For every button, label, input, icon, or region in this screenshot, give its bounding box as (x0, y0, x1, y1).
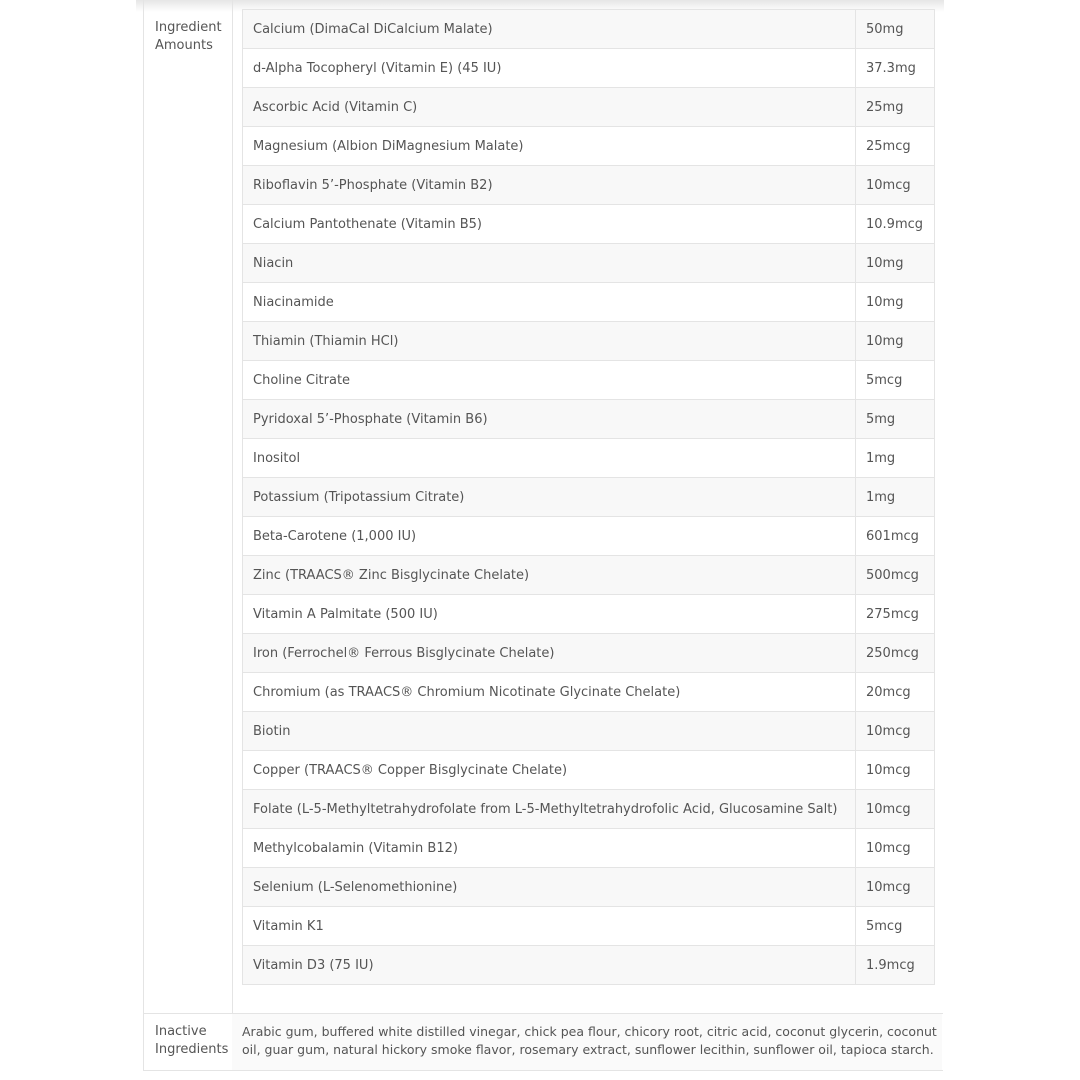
ingredient-name: Choline Citrate (243, 361, 856, 400)
ingredient-amount: 601mcg (856, 517, 935, 556)
ingredient-name: Folate (L-5-Methyltetrahydrofolate from L-5-Methyltetrahydrofolic Acid, Glucosamine Salt) (243, 790, 856, 829)
ingredient-name: Vitamin A Palmitate (500 IU) (243, 595, 856, 634)
ingredient-name: Methylcobalamin (Vitamin B12) (243, 829, 856, 868)
ingredient-amount: 1mg (856, 439, 935, 478)
ingredient-row (243, 868, 935, 907)
ingredient-amount: 10mcg (856, 751, 935, 790)
ingredient-amount: 1mg (856, 478, 935, 517)
ingredient-row (243, 634, 935, 673)
ingredient-row (243, 517, 935, 556)
ingredient-amount: 10mcg (856, 790, 935, 829)
ingredient-name: Vitamin D3 (75 IU) (243, 946, 856, 985)
ingredient-row (243, 907, 935, 946)
ingredient-row (243, 49, 935, 88)
ingredient-row (243, 283, 935, 322)
ingredient-name: Selenium (L-Selenomethionine) (243, 868, 856, 907)
ingredient-row (243, 361, 935, 400)
ingredient-name: Inositol (243, 439, 856, 478)
inactive-ingredients-text: Arabic gum, buffered white distilled vinegar, chick pea flour, chicory root, citric acid, coconut glycerin, coconut oil, guar gum, natural hickory smoke flavor, rosemary extract, sunflower lecithin, sunflower oil, tapioca starch. (242, 1024, 937, 1057)
ingredient-name: Copper (TRAACS® Copper Bisglycinate Chelate) (243, 751, 856, 790)
ingredient-amount: 250mcg (856, 634, 935, 673)
ingredient-name: Potassium (Tripotassium Citrate) (243, 478, 856, 517)
ingredient-amount: 10mcg (856, 829, 935, 868)
ingredient-name: Iron (Ferrochel® Ferrous Bisglycinate Chelate) (243, 634, 856, 673)
ingredient-name: Calcium Pantothenate (Vitamin B5) (243, 205, 856, 244)
inactive-ingredients-cell (232, 1014, 942, 1070)
ingredient-row (243, 322, 935, 361)
ingredient-amount: 50mg (856, 10, 935, 49)
ingredient-row (243, 556, 935, 595)
ingredient-amount: 10mg (856, 244, 935, 283)
ingredient-name: Pyridoxal 5’-Phosphate (Vitamin B6) (243, 400, 856, 439)
ingredient-name: Chromium (as TRAACS® Chromium Nicotinate Glycinate Chelate) (243, 673, 856, 712)
ingredient-row (243, 166, 935, 205)
ingredient-row (243, 205, 935, 244)
ingredient-name: Beta-Carotene (1,000 IU) (243, 517, 856, 556)
inactive-ingredients-label: Inactive Ingredients (155, 1024, 229, 1057)
ingredient-table-body (243, 10, 935, 985)
ingredient-amount: 5mcg (856, 907, 935, 946)
ingredient-row (243, 478, 935, 517)
ingredient-amounts-label: Ingredient Amounts (155, 20, 222, 53)
ingredient-amount: 10mcg (856, 166, 935, 205)
ingredient-amount: 10mg (856, 322, 935, 361)
ingredient-row (243, 244, 935, 283)
ingredient-name: Magnesium (Albion DiMagnesium Malate) (243, 127, 856, 166)
ingredient-row (243, 751, 935, 790)
label-column (143, 0, 233, 1070)
ingredient-amount: 5mcg (856, 361, 935, 400)
ingredient-amount: 10mcg (856, 868, 935, 907)
ingredient-amount: 1.9mcg (856, 946, 935, 985)
ingredient-name: Vitamin K1 (243, 907, 856, 946)
ingredient-amount: 10mg (856, 283, 935, 322)
ingredient-row (243, 10, 935, 49)
ingredient-row (243, 439, 935, 478)
ingredient-amount: 10mcg (856, 712, 935, 751)
ingredient-row (243, 946, 935, 985)
ingredient-row (243, 400, 935, 439)
ingredient-name: Calcium (DimaCal DiCalcium Malate) (243, 10, 856, 49)
ingredient-name: Thiamin (Thiamin HCl) (243, 322, 856, 361)
ingredients-panel (143, 0, 943, 1072)
ingredient-name: Riboflavin 5’-Phosphate (Vitamin B2) (243, 166, 856, 205)
ingredient-amount: 5mg (856, 400, 935, 439)
ingredient-table (242, 9, 935, 985)
ingredient-row (243, 673, 935, 712)
ingredient-amount: 275mcg (856, 595, 935, 634)
ingredient-amount: 10.9mcg (856, 205, 935, 244)
ingredient-row (243, 829, 935, 868)
ingredient-amount: 37.3mg (856, 49, 935, 88)
ingredient-amount: 500mcg (856, 556, 935, 595)
ingredient-name: d-Alpha Tocopheryl (Vitamin E) (45 IU) (243, 49, 856, 88)
ingredient-amount: 25mcg (856, 127, 935, 166)
ingredient-name: Niacin (243, 244, 856, 283)
ingredient-name: Zinc (TRAACS® Zinc Bisglycinate Chelate) (243, 556, 856, 595)
ingredient-name: Niacinamide (243, 283, 856, 322)
ingredient-amount: 25mg (856, 88, 935, 127)
ingredient-row (243, 88, 935, 127)
ingredient-row (243, 127, 935, 166)
bottom-border (143, 1070, 943, 1071)
ingredient-row (243, 595, 935, 634)
ingredient-amount: 20mcg (856, 673, 935, 712)
ingredient-row (243, 790, 935, 829)
ingredient-row (243, 712, 935, 751)
ingredient-name: Biotin (243, 712, 856, 751)
ingredient-name: Ascorbic Acid (Vitamin C) (243, 88, 856, 127)
